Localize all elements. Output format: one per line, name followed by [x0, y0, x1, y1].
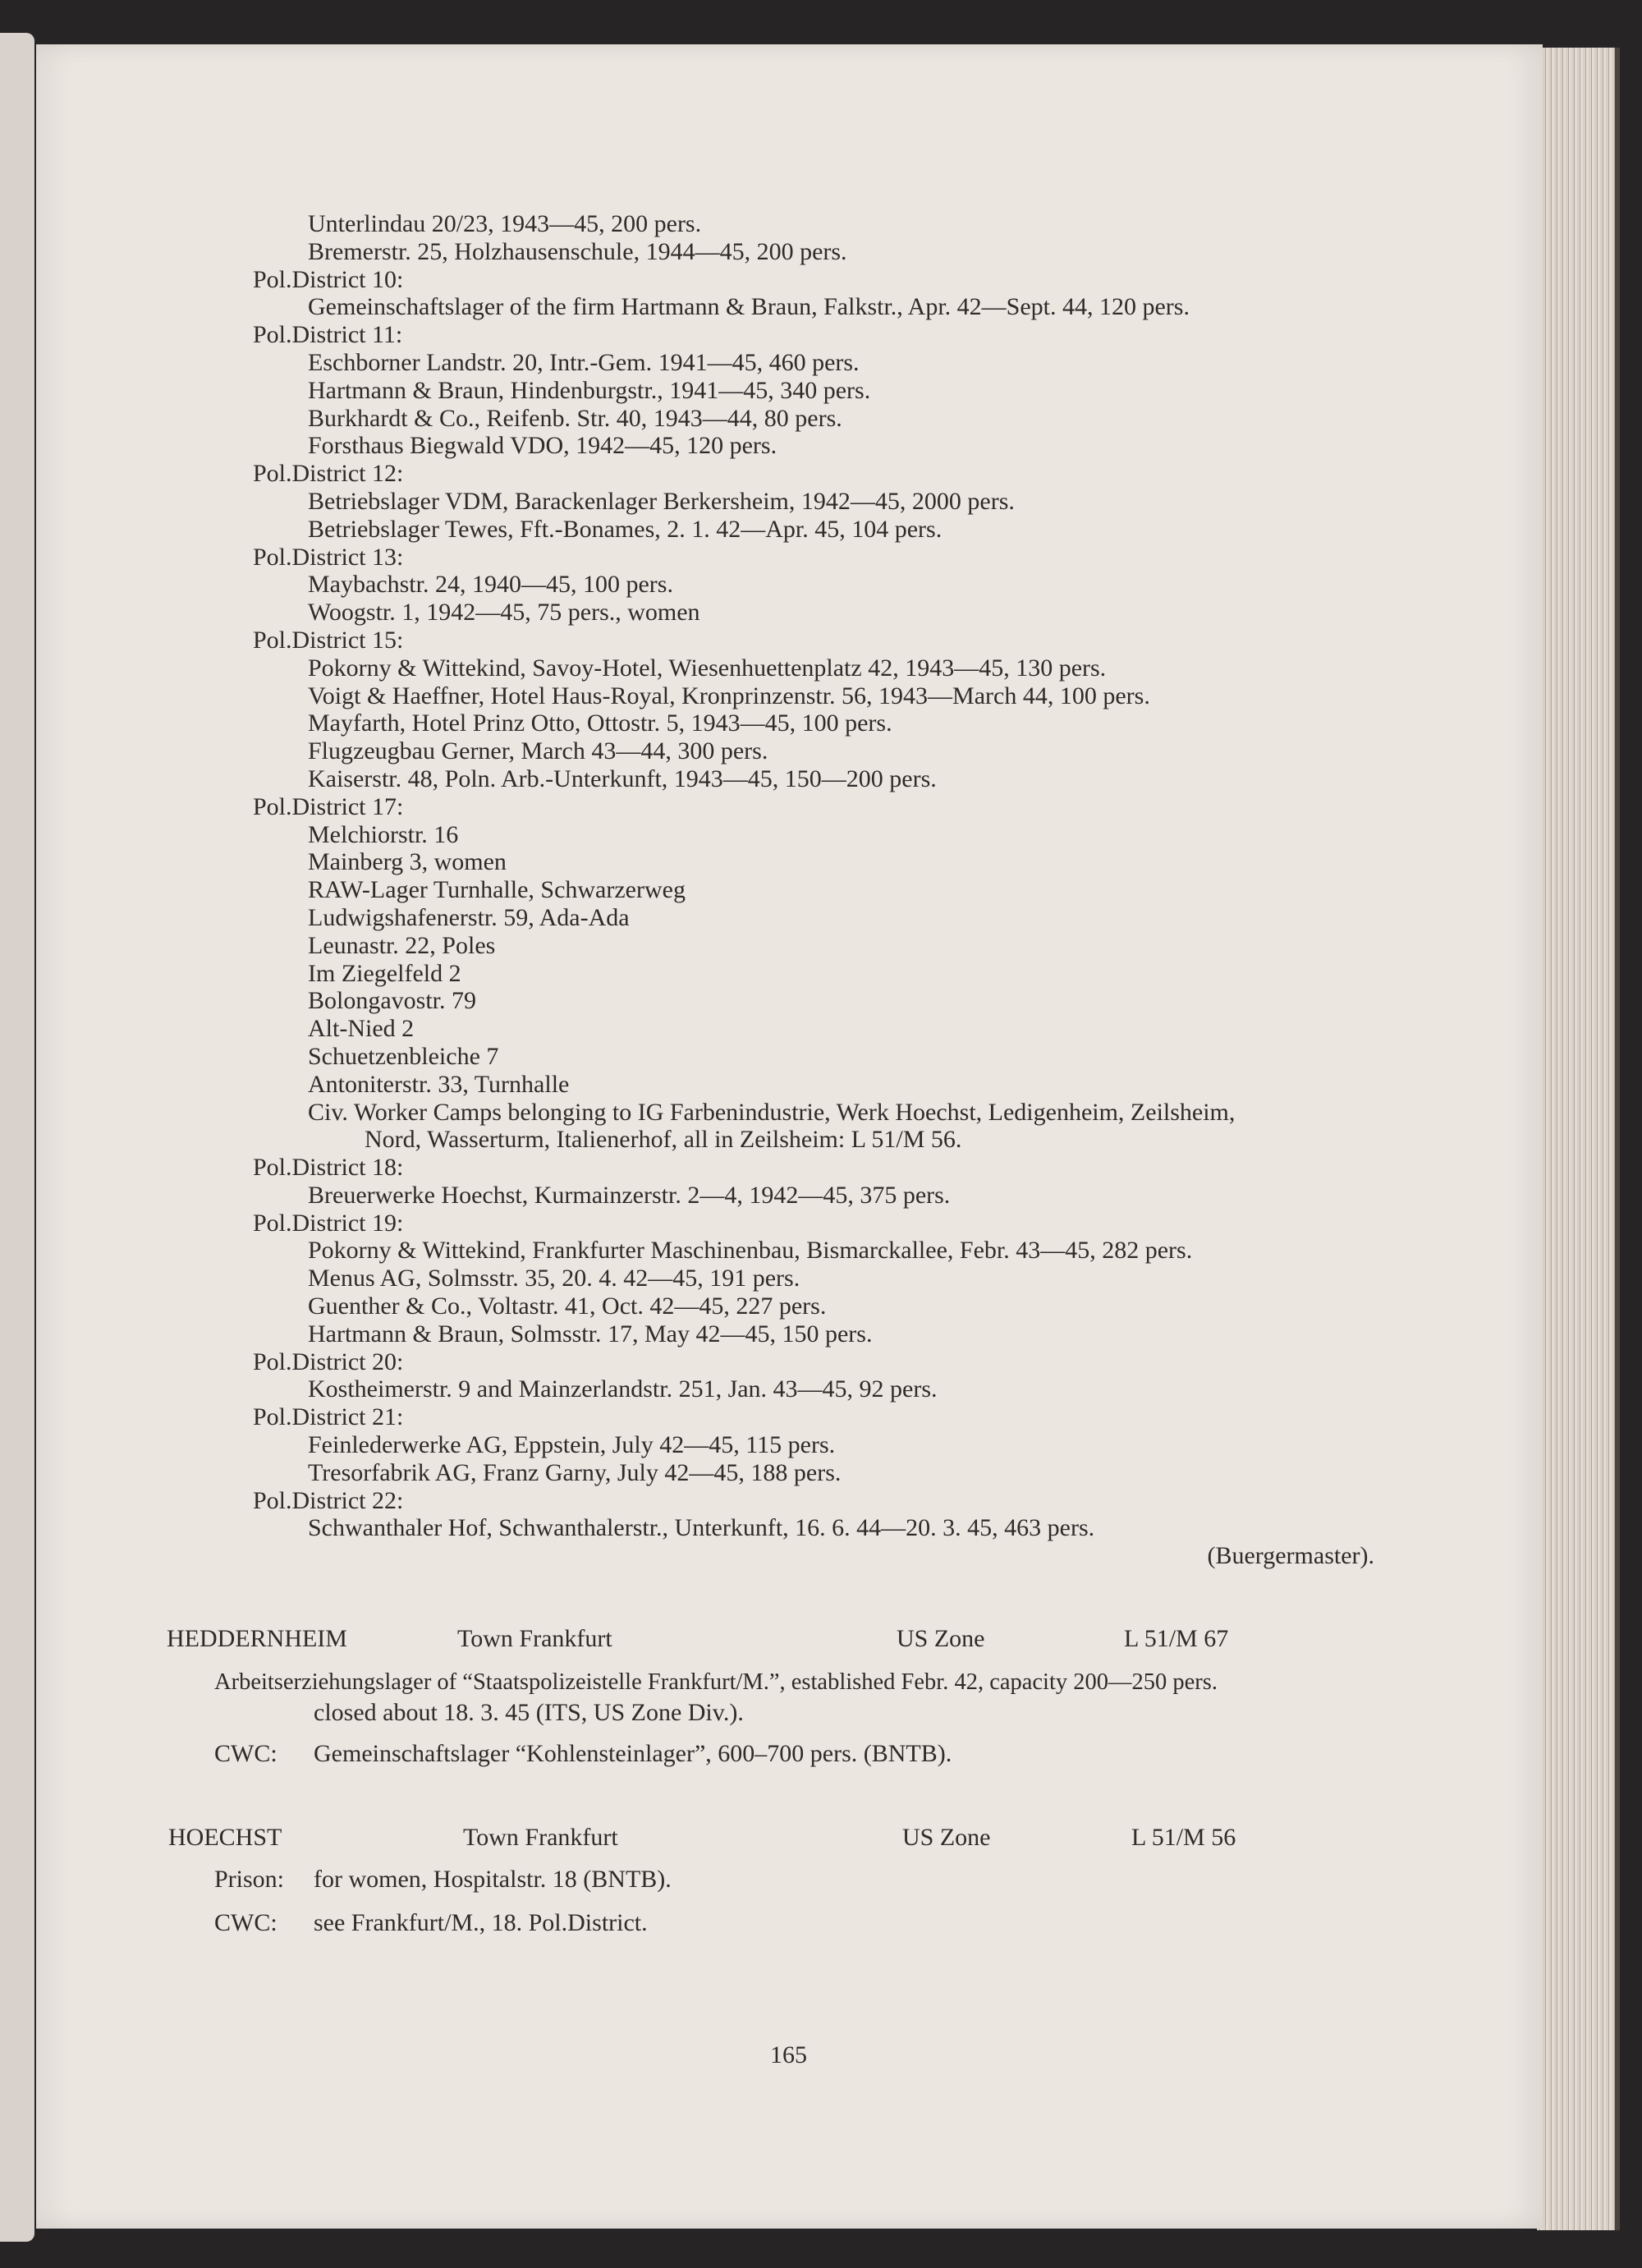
- hoechst-prison-label: Prison:: [214, 1866, 285, 1893]
- entry-heading-heddernheim: HEDDERNHEIM: [167, 1625, 347, 1652]
- camp-entry: RAW-Lager Turnhalle, Schwarzerweg: [308, 876, 686, 904]
- district-heading: Pol.District 17:: [253, 792, 404, 820]
- camp-entry: Gemeinschaftslager of the firm Hartmann & Braun, Falkstr., Apr. 42—Sept. 44, 120 pers.: [308, 293, 1190, 321]
- district-heading: Pol.District 13:: [253, 543, 404, 571]
- camp-entry: Mayfarth, Hotel Prinz Otto, Ottostr. 5, 1943—45, 100 pers.: [308, 709, 892, 737]
- camp-entry: Pokorny & Wittekind, Savoy-Hotel, Wiesenhuettenplatz 42, 1943—45, 130 pers.: [308, 654, 1107, 682]
- camp-entry: Bolongavostr. 79: [308, 987, 477, 1015]
- camp-entry: Eschborner Landstr. 20, Intr.-Gem. 1941—45, 460 pers.: [308, 348, 860, 376]
- camp-entry: Ludwigshafenerstr. 59, Ada-Ada: [308, 903, 630, 931]
- camp-entry: Kaiserstr. 48, Poln. Arb.-Unterkunft, 1943—45, 150—200 pers.: [308, 764, 937, 792]
- camp-entry: Schwanthaler Hof, Schwanthalerstr., Unterkunft, 16. 6. 44—20. 3. 45, 463 pers.: [308, 1514, 1095, 1542]
- heddernheim-cwc-label: CWC:: [214, 1740, 277, 1767]
- district-heading: Pol.District 20:: [253, 1347, 404, 1375]
- camp-entry: Unterlindau 20/23, 1943—45, 200 pers.: [308, 210, 702, 237]
- camp-entry: Betriebslager Tewes, Fft.-Bonames, 2. 1. 42—Apr. 45, 104 pers.: [308, 515, 943, 543]
- camp-entry: Civ. Worker Camps belonging to IG Farbenindustrie, Werk Hoechst, Ledigenheim, Zeilsheim,: [308, 1098, 1236, 1126]
- camp-entry: Hartmann & Braun, Hindenburgstr., 1941—45, 340 pers.: [308, 376, 871, 404]
- camp-entry: Melchiorstr. 16: [308, 820, 459, 848]
- camp-entry: Tresorfabrik AG, Franz Garny, July 42—45, 188 pers.: [308, 1458, 842, 1486]
- heddernheim-entry-line1: Arbeitserziehungslager of “Staatspolizeistelle Frankfurt/M.”, established Febr. 42, capacity 200—250 pers.: [214, 1669, 1218, 1695]
- camp-entry: Maybachstr. 24, 1940—45, 100 pers.: [308, 571, 673, 599]
- camp-entry: Breuerwerke Hoechst, Kurmainzerstr. 2—4, 1942—45, 375 pers.: [308, 1181, 951, 1209]
- hoechst-cwc-label: CWC:: [214, 1909, 277, 1936]
- camp-entry: Im Ziegelfeld 2: [308, 959, 461, 987]
- camp-entry: Schuetzenbleiche 7: [308, 1042, 499, 1070]
- district-heading: Pol.District 19:: [253, 1209, 404, 1237]
- camp-entry: Betriebslager VDM, Barackenlager Berkersheim, 1942—45, 2000 pers.: [308, 487, 1015, 515]
- district-heading: Pol.District 10:: [253, 265, 404, 293]
- camp-entry: Hartmann & Braun, Solmsstr. 17, May 42—45, 150 pers.: [308, 1320, 873, 1347]
- district-heading: Pol.District 15:: [253, 626, 404, 654]
- district-heading: Pol.District 11:: [253, 321, 403, 349]
- heddernheim-cwc-text: Gemeinschaftslager “Kohlensteinlager”, 600–700 pers. (BNTB).: [314, 1740, 952, 1767]
- hoechst-cwc-text: see Frankfurt/M., 18. Pol.District.: [314, 1909, 648, 1936]
- camp-entry: Leunastr. 22, Poles: [308, 931, 496, 959]
- camp-entry: Voigt & Haeffner, Hotel Haus-Royal, Kronprinzenstr. 56, 1943—March 44, 100 pers.: [308, 682, 1150, 709]
- camp-entry: Kostheimerstr. 9 and Mainzerlandstr. 251, Jan. 43—45, 92 pers.: [308, 1375, 938, 1403]
- hoechst-zone: US Zone: [902, 1824, 991, 1851]
- camp-entry: Forsthaus Biegwald VDO, 1942—45, 120 pers.: [308, 432, 777, 460]
- heddernheim-entry-line2: closed about 18. 3. 45 (ITS, US Zone Div.).: [314, 1699, 744, 1726]
- hoechst-map-ref: L 51/M 56: [1131, 1824, 1236, 1851]
- source-note: (Buergermaster).: [1207, 1542, 1374, 1570]
- heddernheim-zone: US Zone: [897, 1625, 985, 1652]
- camp-entry: Mainberg 3, women: [308, 848, 507, 876]
- camp-entry: Woogstr. 1, 1942—45, 75 pers., women: [308, 599, 700, 627]
- camp-entry: Alt-Nied 2: [308, 1015, 415, 1043]
- hoechst-prison-text: for women, Hospitalstr. 18 (BNTB).: [314, 1866, 672, 1893]
- camp-entry: Pokorny & Wittekind, Frankfurter Maschinenbau, Bismarckallee, Febr. 43—45, 282 pers.: [308, 1237, 1193, 1265]
- district-heading: Pol.District 21:: [253, 1403, 404, 1431]
- hoechst-town: Town Frankfurt: [463, 1824, 618, 1851]
- district-heading: Pol.District 12:: [253, 460, 404, 488]
- camp-entry: Menus AG, Solmsstr. 35, 20. 4. 42—45, 191 pers.: [308, 1265, 800, 1292]
- camp-entry: Antoniterstr. 33, Turnhalle: [308, 1070, 570, 1098]
- camp-entry: Flugzeugbau Gerner, March 43—44, 300 pers.: [308, 737, 768, 765]
- page-number: 165: [770, 2041, 807, 2068]
- district-heading: Pol.District 22:: [253, 1486, 404, 1514]
- camp-entry: Bremerstr. 25, Holzhausenschule, 1944—45, 200 pers.: [308, 237, 847, 265]
- camp-entry: Guenther & Co., Voltastr. 41, Oct. 42—45, 227 pers.: [308, 1292, 827, 1320]
- page-stack-edges: [1537, 48, 1620, 2230]
- frankfurt-districts-list: [253, 210, 1386, 1570]
- left-page-edge: [0, 33, 34, 2242]
- district-heading: Pol.District 18:: [253, 1154, 404, 1182]
- heddernheim-town: Town Frankfurt: [457, 1625, 612, 1652]
- entry-heading-hoechst: HOECHST: [168, 1824, 282, 1851]
- camp-entry: Nord, Wasserturm, Italienerhof, all in Zeilsheim: L 51/M 56.: [365, 1126, 962, 1154]
- heddernheim-map-ref: L 51/M 67: [1124, 1625, 1229, 1652]
- camp-entry: Burkhardt & Co., Reifenb. Str. 40, 1943—44, 80 pers.: [308, 404, 842, 432]
- camp-entry: Feinlederwerke AG, Eppstein, July 42—45, 115 pers.: [308, 1431, 836, 1459]
